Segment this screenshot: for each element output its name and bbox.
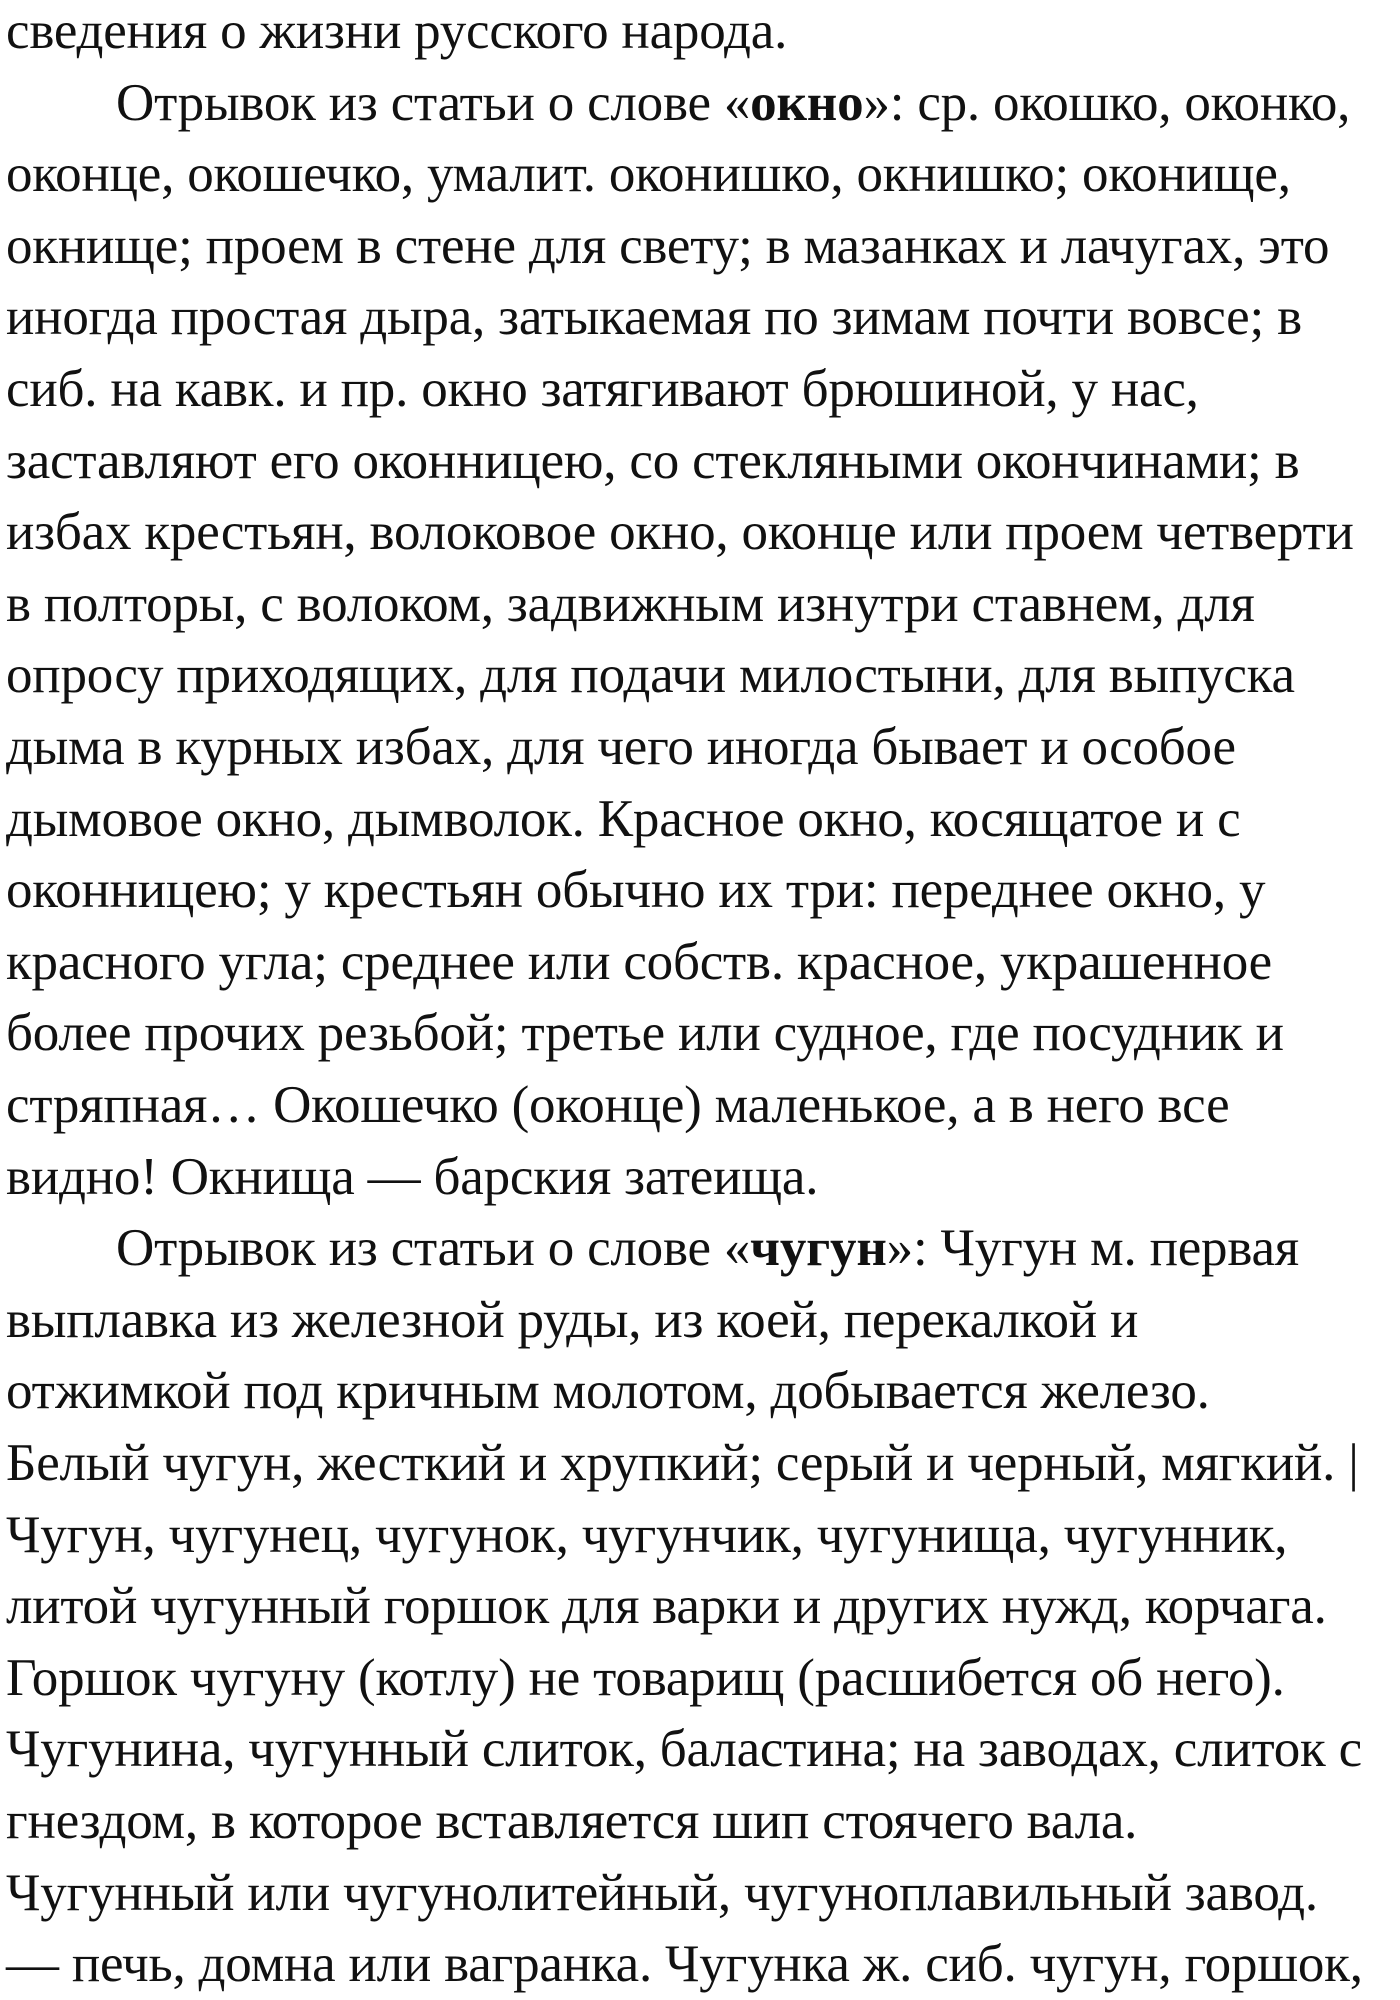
text-line: Чугунина, чугунный слиток, баластина; на заводах, слиток с (6, 1720, 1362, 1778)
text-line: окнище; проем в стене для свету; в мазанках и лачугах, это (6, 217, 1330, 275)
text-line: дыма в курных избах, для чего иногда бывает и особое (6, 718, 1236, 776)
text-line: выплавка из железной руды, из коей, перекалкой и (6, 1291, 1139, 1349)
text-line: в полторы, с волоком, задвижным изнутри ставнем, для (6, 575, 1255, 633)
text-line: стряпная… Окошечко (оконце) маленькое, а в него все (6, 1076, 1230, 1134)
text-line: отжимкой под кричным молотом, добывается железо. (6, 1362, 1210, 1420)
paragraph-chugun-start: Отрывок из статьи о слове «чугун»: Чугун м. первая (116, 1219, 1299, 1277)
text-line: Белый чугун, жесткий и хрупкий; серый и черный, мягкий. | (6, 1434, 1359, 1492)
text-line: литой чугунный горшок для варки и других нужд, корчага. (6, 1577, 1327, 1635)
text-line: дымовое окно, дымволок. Красное окно, косящатое и с (6, 790, 1241, 848)
text-line: Чугун, чугунец, чугунок, чугунчик, чугунища, чугунник, (6, 1506, 1288, 1564)
text-line: видно! Окнища — барския затеища. (6, 1148, 819, 1206)
text-line: сиб. на кавк. и пр. окно затягивают брюшиной, у нас, (6, 360, 1199, 418)
text-line: заставляют его оконницею, со стекляными окончинами; в (6, 432, 1300, 490)
text-line: более прочих резьбой; третье или судное, где посудник и (6, 1004, 1284, 1062)
text-line: иногда простая дыра, затыкаемая по зимам почти вовсе; в (6, 288, 1302, 346)
text-line: Чугунный или чугунолитейный, чугуноплавильный завод. (6, 1864, 1318, 1922)
text-line: избах крестьян, волоковое окно, оконце или проем четверти (6, 503, 1354, 561)
text-line: гнездом, в которое вставляется шип стоячего вала. (6, 1792, 1138, 1850)
paragraph-okno-start: Отрывок из статьи о слове «окно»: ср. окошко, оконко, (116, 74, 1351, 132)
text-line: оконце, окошечко, умалит. оконишко, окнишко; оконище, (6, 145, 1291, 203)
text-line: опросу приходящих, для подачи милостыни, для выпуска (6, 646, 1295, 704)
text-line: Горшок чугуну (котлу) не товарищ (расшибется об него). (6, 1649, 1285, 1707)
text-line: красного угла; среднее или собств. красное, украшенное (6, 933, 1272, 991)
text-line: сведения о жизни русского народа. (6, 2, 788, 60)
text-line: — печь, домна или вагранка. Чугунка ж. сиб. чугун, горшок, (6, 1935, 1363, 1993)
headword-okno: окно (750, 74, 864, 132)
headword-chugun: чугун (750, 1219, 887, 1277)
text-line: оконницею; у крестьян обычно их три: переднее окно, у (6, 861, 1266, 919)
